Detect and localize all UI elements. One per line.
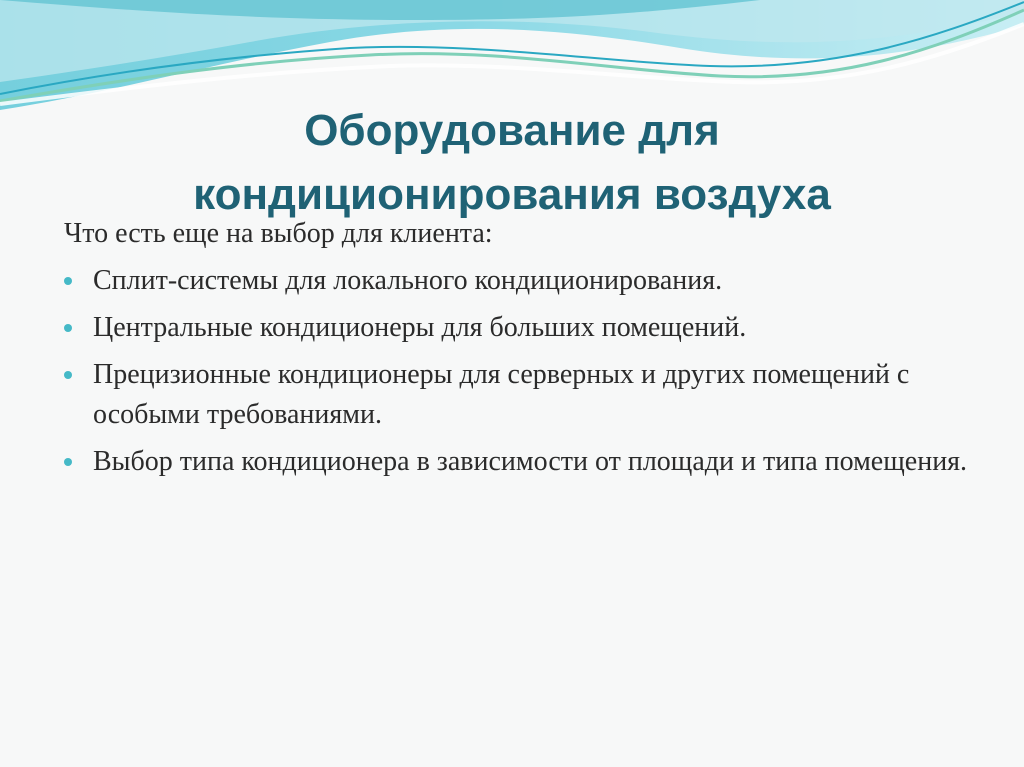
bullet-dot-icon (64, 371, 72, 379)
title-line-2: кондиционирования воздуха (193, 170, 831, 220)
bullet-item-split-systems (64, 261, 984, 301)
bullet-text: Сплит-системы для локального кондиционирования. (93, 265, 723, 296)
bullet-item-precision-conditioners (64, 355, 984, 435)
slide-title (0, 99, 1024, 227)
bullet-text: Выбор типа кондиционера в зависимости от площади и типа помещения. (93, 446, 968, 477)
bullet-dot-icon (64, 277, 72, 285)
bullet-dot-icon (64, 324, 72, 332)
bullet-text: Центральные кондиционеры для больших помещений. (93, 312, 747, 343)
bullet-item-selection-by-area (64, 442, 984, 482)
intro-text: Что есть еще на выбор для клиента: (64, 218, 493, 249)
bullet-text: Прецизионные кондиционеры для серверных и других помещений с особыми требованиями. (93, 359, 910, 430)
bullet-list (64, 261, 984, 482)
title-line-1: Оборудование для (304, 106, 720, 156)
bullet-dot-icon (64, 458, 72, 466)
slide-body (64, 214, 984, 489)
bullet-item-central-conditioners (64, 308, 984, 348)
